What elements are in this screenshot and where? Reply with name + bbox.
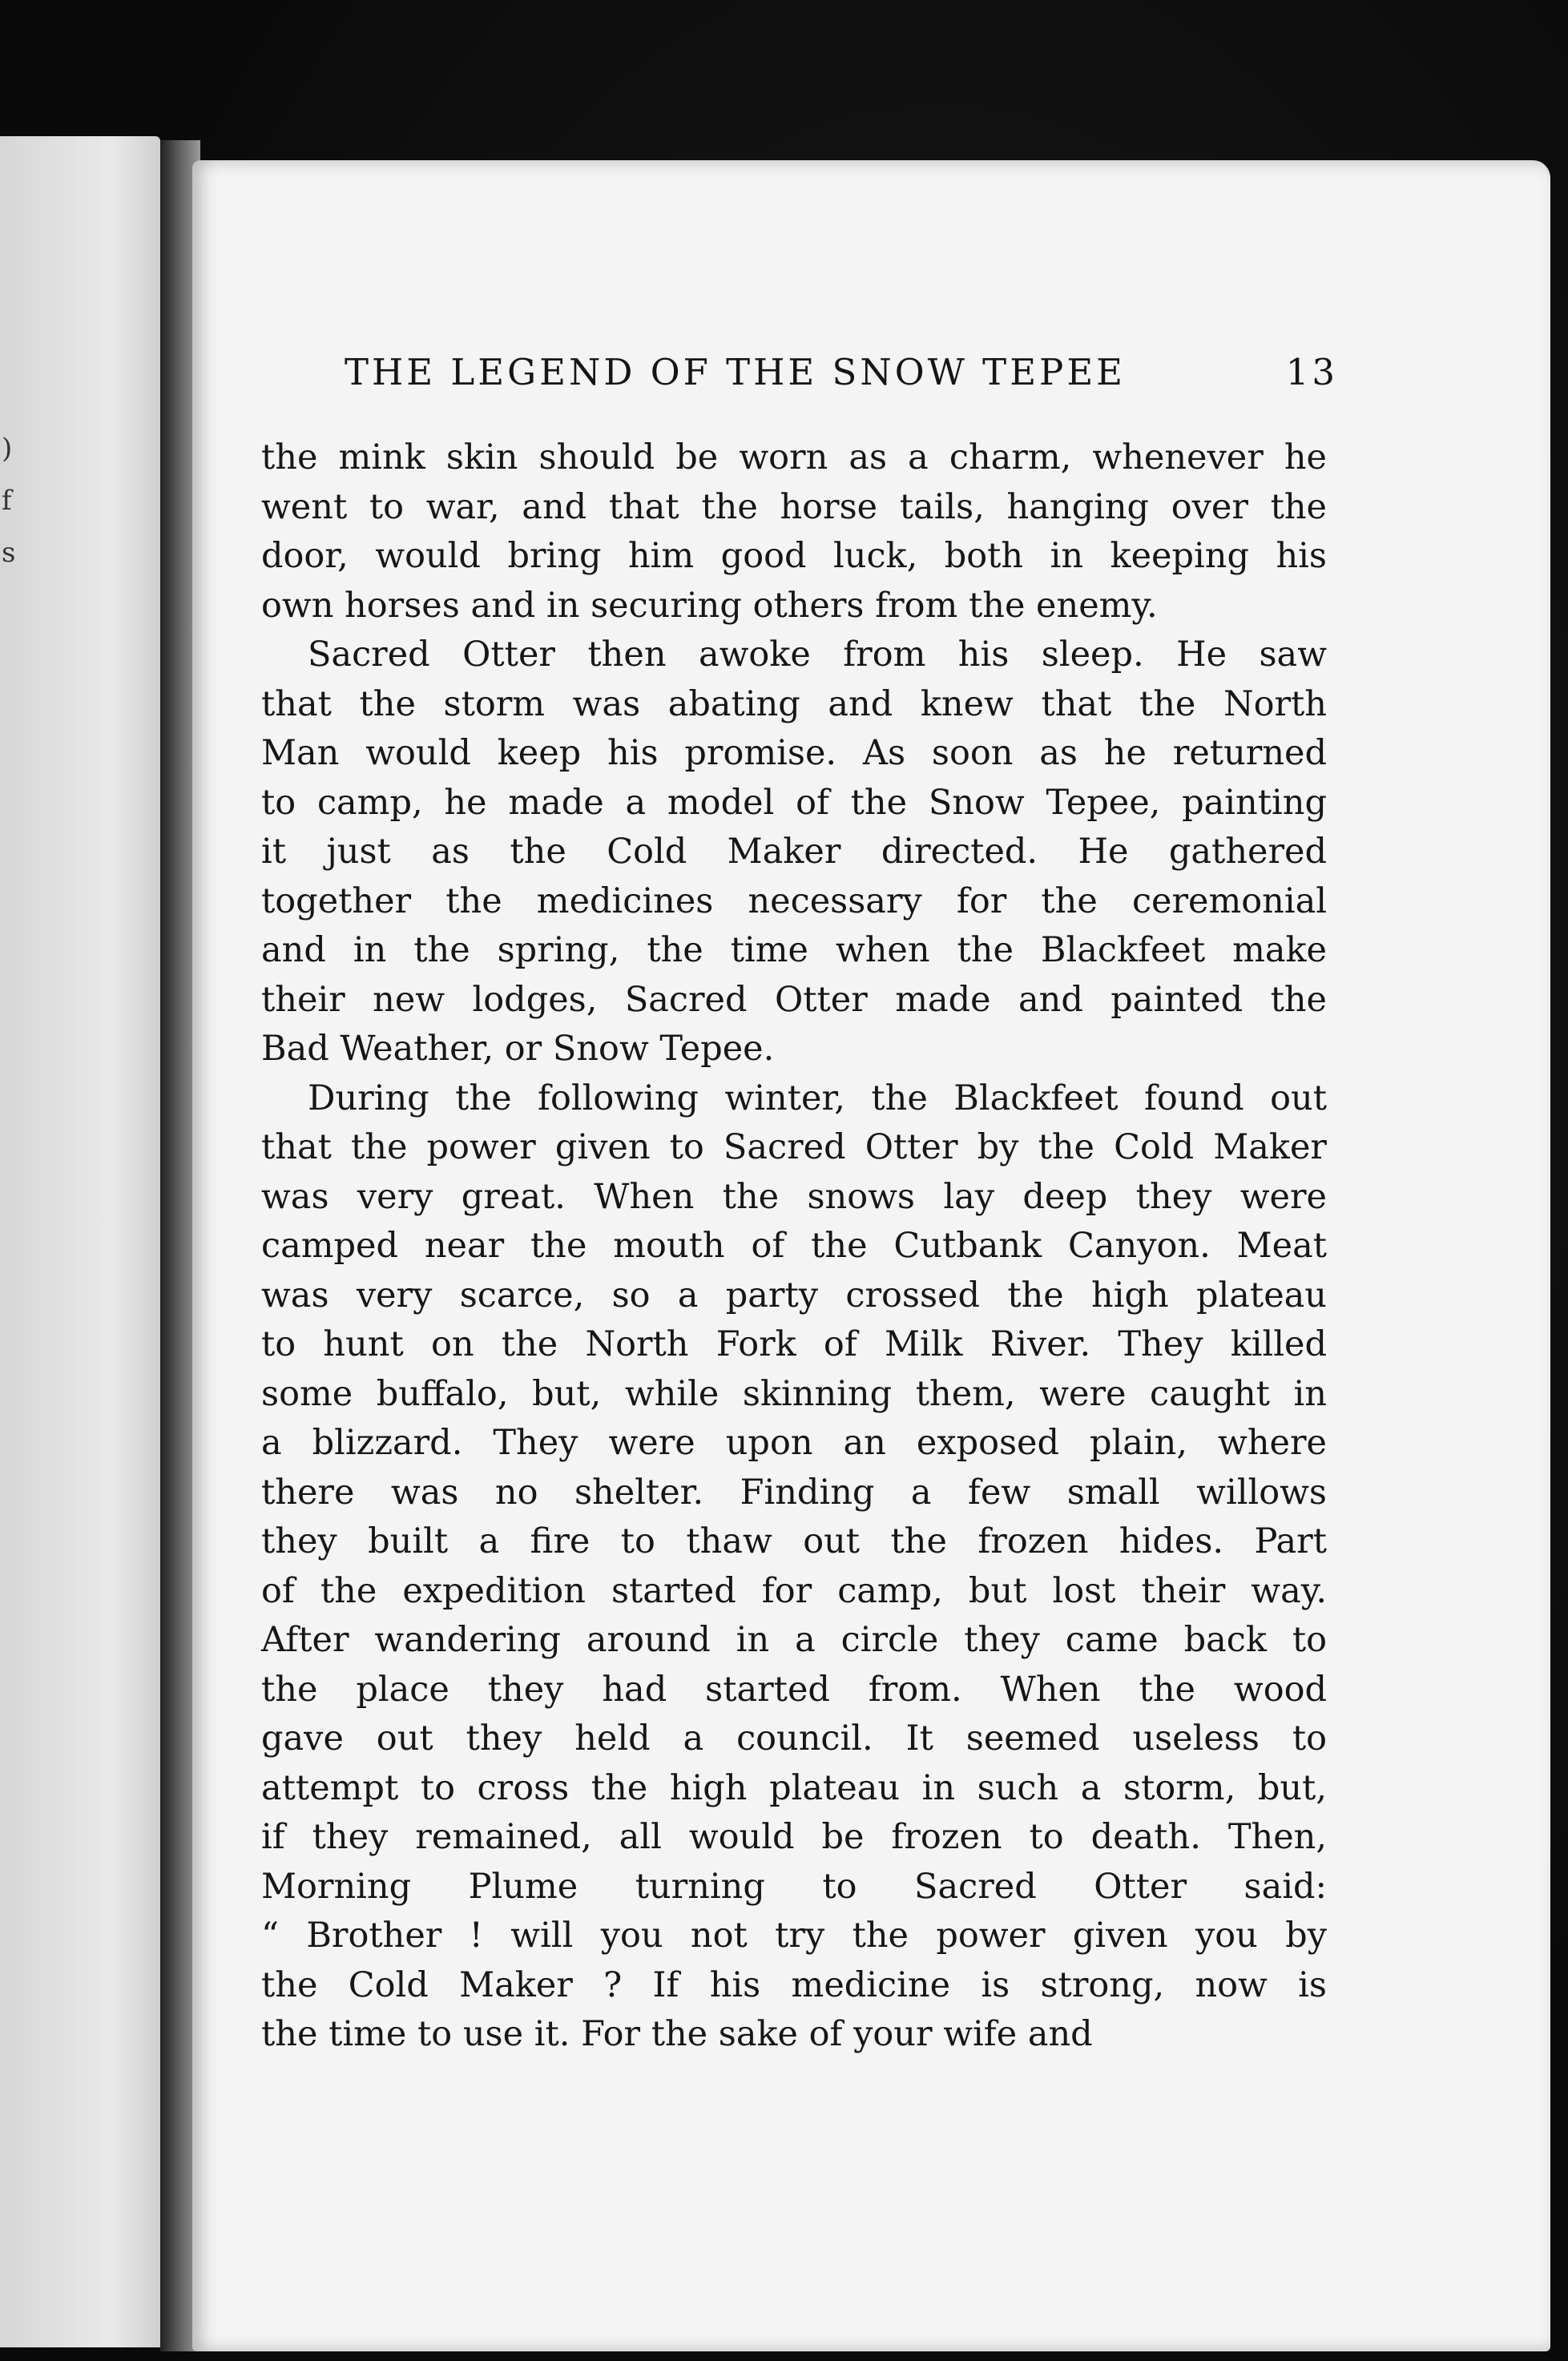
text-line: some buffalo, but, while skinning them, were caught in bbox=[261, 1373, 1327, 1414]
text-line: door, would bring him good luck, both in keeping his bbox=[261, 536, 1327, 576]
text-line: the mink skin should be worn as a charm, whenever he bbox=[261, 437, 1327, 477]
left-page-edge bbox=[0, 136, 160, 2347]
left-page-char: ) bbox=[2, 433, 13, 465]
text-line: to hunt on the North Fork of Milk River. They killed bbox=[261, 1324, 1327, 1364]
text-line: there was no shelter. Finding a few small willows bbox=[261, 1472, 1327, 1513]
text-line: it just as the Cold Maker directed. He gathered bbox=[261, 832, 1327, 872]
text-line: After wandering around in a circle they came back to bbox=[261, 1620, 1327, 1660]
text-line: went to war, and that the horse tails, hanging over the bbox=[261, 486, 1327, 527]
text-line: that the power given to Sacred Otter by the Cold Maker bbox=[261, 1127, 1327, 1167]
text-line: to camp, he made a model of the Snow Tepee, painting bbox=[261, 782, 1327, 823]
text-line: the place they had started from. When the wood bbox=[261, 1669, 1327, 1710]
text-line: was very great. When the snows lay deep they were bbox=[261, 1176, 1327, 1217]
text-line: “ Brother ! will you not try the power given you by bbox=[261, 1916, 1327, 1956]
text-line: gave out they held a council. It seemed useless to bbox=[261, 1718, 1327, 1759]
text-line: was very scarce, so a party crossed the high plateau bbox=[261, 1275, 1327, 1315]
text-line: the time to use it. For the sake of your wife and bbox=[261, 2014, 1093, 2054]
text-line: During the following winter, the Blackfeet found out bbox=[308, 1078, 1327, 1118]
text-line: Morning Plume turning to Sacred Otter said: bbox=[261, 1866, 1327, 1907]
text-line: and in the spring, the time when the Blackfeet make bbox=[261, 930, 1327, 970]
left-page-char: s bbox=[2, 537, 16, 569]
running-head-title: THE LEGEND OF THE SNOW TEPEE bbox=[345, 351, 1127, 393]
text-line: Bad Weather, or Snow Tepee. bbox=[261, 1029, 775, 1069]
text-line: Man would keep his promise. As soon as he returned bbox=[261, 733, 1327, 773]
left-page-char: f bbox=[2, 485, 12, 517]
text-line: of the expedition started for camp, but lost their way. bbox=[261, 1570, 1327, 1611]
text-line: attempt to cross the high plateau in such a storm, but, bbox=[261, 1767, 1327, 1808]
text-line: own horses and in securing others from the enemy. bbox=[261, 585, 1158, 626]
text-line: Sacred Otter then awoke from his sleep. He saw bbox=[308, 635, 1327, 675]
text-line: they built a fire to thaw out the frozen hides. Part bbox=[261, 1521, 1327, 1561]
text-line: camped near the mouth of the Cutbank Canyon. Meat bbox=[261, 1226, 1327, 1266]
text-line: if they remained, all would be frozen to death. Then, bbox=[261, 1817, 1327, 1857]
body-text bbox=[261, 433, 1327, 2060]
text-line: their new lodges, Sacred Otter made and painted the bbox=[261, 979, 1327, 1020]
text-line: a blizzard. They were upon an exposed plain, where bbox=[261, 1423, 1327, 1463]
page-number: 13 bbox=[1285, 351, 1338, 393]
text-line: that the storm was abating and knew that the North bbox=[261, 683, 1327, 724]
running-head bbox=[345, 351, 1338, 393]
text-line: together the medicines necessary for the ceremonial bbox=[261, 880, 1327, 921]
text-line: the Cold Maker ? If his medicine is strong, now is bbox=[261, 1964, 1327, 2005]
